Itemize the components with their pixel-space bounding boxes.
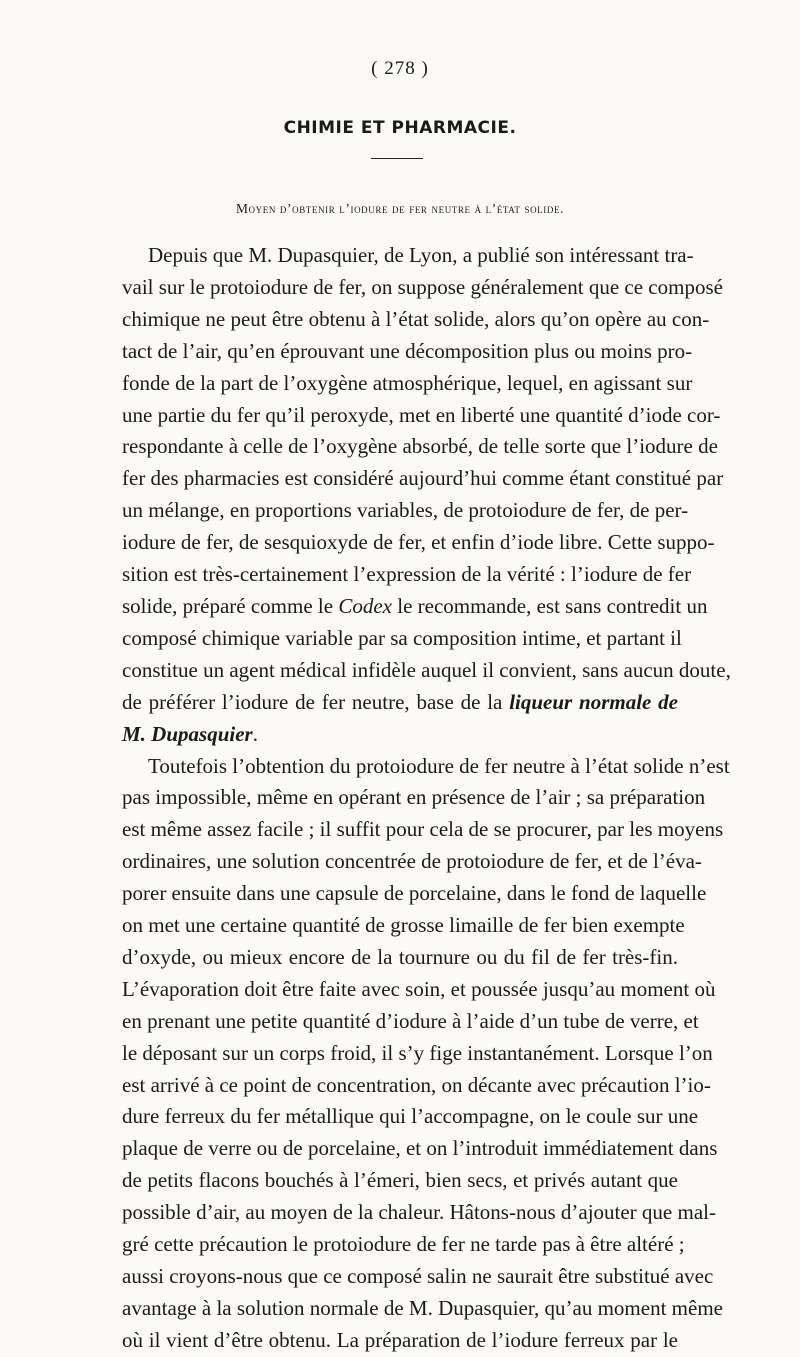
- title-rule: [371, 158, 423, 159]
- italic-term: Codex: [338, 593, 392, 618]
- text-line: fer des pharmacies est considéré aujourd’hui comme étant constitué par: [122, 466, 724, 491]
- text-segment: le recommande, est sans contredit un: [391, 593, 708, 618]
- text-line: chimique ne peut être obtenu à l’état solide, alors qu’on opère au con-: [122, 306, 710, 331]
- text-line: dure ferreux du fer métallique qui l’accompagne, on le coule sur une: [122, 1104, 699, 1129]
- text-line: respondante à celle de l’oxygène absorbé, de telle sorte que l’iodure de: [122, 434, 718, 459]
- text-line: gré cette précaution le protoiodure de fer ne tarde pas à être altéré ;: [122, 1232, 685, 1257]
- text-line: ordinaires, une solution concentrée de protoiodure de fer, et de l’éva-: [122, 849, 702, 874]
- text-line: [122, 591, 708, 623]
- text-line: sition est très-certainement l’expression de la vérité : l’iodure de fer: [122, 562, 692, 587]
- text-line: Toutefois l’obtention du protoiodure de fer neutre à l’état solide n’est: [148, 753, 730, 778]
- text-line: le déposant sur un corps froid, il s’y fige instantanément. Lorsque l’on: [122, 1040, 713, 1065]
- text-line: possible d’air, au moyen de la chaleur. Hâtons-nous d’ajouter que mal-: [122, 1200, 716, 1225]
- italic-term: M. Dupasquier: [122, 721, 253, 746]
- text-line: [122, 687, 678, 719]
- page-number: ( 278 ): [371, 58, 429, 79]
- text-line: une partie du fer qu’il peroxyde, met en liberté une quantité d’iode cor-: [122, 402, 721, 427]
- text-line: plaque de verre ou de porcelaine, et on l’introduit immédiatement dans: [122, 1136, 718, 1161]
- section-title: CHIMIE ET PHARMACIE.: [283, 118, 517, 138]
- text-line: on met une certaine quantité de grosse limaille de fer bien exempte: [122, 913, 685, 938]
- text-line: constitue un agent médical infidèle auquel il convient, sans aucun doute,: [122, 657, 731, 682]
- text-line: est arrivé à ce point de concentration, on décante avec précaution l’io-: [122, 1072, 711, 1097]
- text-segment: .: [252, 721, 258, 746]
- text-line: fonde de la part de l’oxygène atmosphérique, lequel, en agissant sur: [122, 370, 693, 395]
- article-body: [122, 240, 731, 1357]
- text-line: un mélange, en proportions variables, de protoiodure de fer, de per-: [122, 498, 689, 523]
- text-segment: solide, préparé comme le: [122, 593, 339, 618]
- text-line: iodure de fer, de sesquioxyde de fer, et enfin d’iode libre. Cette suppo-: [122, 530, 715, 555]
- text-line: vail sur le protoiodure de fer, on suppose généralement que ce composé: [122, 274, 723, 299]
- text-line: tact de l’air, qu’en éprouvant une décomposition plus ou moins pro-: [122, 338, 693, 363]
- text-line: L’évaporation doit être faite avec soin, et poussée jusqu’au moment où: [122, 976, 716, 1001]
- text-line: pas impossible, même en opérant en présence de l’air ; sa préparation: [122, 785, 706, 810]
- text-segment: de préférer l’iodure de fer neutre, base de la: [122, 689, 510, 714]
- italic-term: liqueur normale de: [509, 689, 678, 714]
- text-line: aussi croyons-nous que ce composé salin ne saurait être substitué avec: [122, 1264, 714, 1288]
- text-line: Depuis que M. Dupasquier, de Lyon, a publié son intéressant tra-: [148, 243, 694, 267]
- text-line: avantage à la solution normale de M. Dupasquier, qu’au moment même: [122, 1295, 723, 1320]
- text-line: [122, 719, 678, 751]
- text-line: porer ensuite dans une capsule de porcelaine, dans le fond de laquelle: [122, 881, 707, 906]
- text-line: est même assez facile ; il suffit pour cela de se procurer, par les moyens: [122, 817, 724, 842]
- article-title: Moyen d’obtenir l’iodure de fer neutre à l’état solide.: [235, 201, 565, 216]
- text-line: de petits flacons bouchés à l’émeri, bien secs, et privés autant que: [122, 1168, 678, 1193]
- text-line: d’oxyde, ou mieux encore de la tournure ou du fil de fer très-fin.: [122, 944, 678, 969]
- text-line: composé chimique variable par sa composition intime, et partant il: [122, 625, 682, 650]
- text-line: où il vient d’être obtenu. La préparation de l’iodure ferreux par le: [122, 1327, 678, 1352]
- text-line: en prenant une petite quantité d’iodure à l’aide d’un tube de verre, et: [122, 1008, 699, 1033]
